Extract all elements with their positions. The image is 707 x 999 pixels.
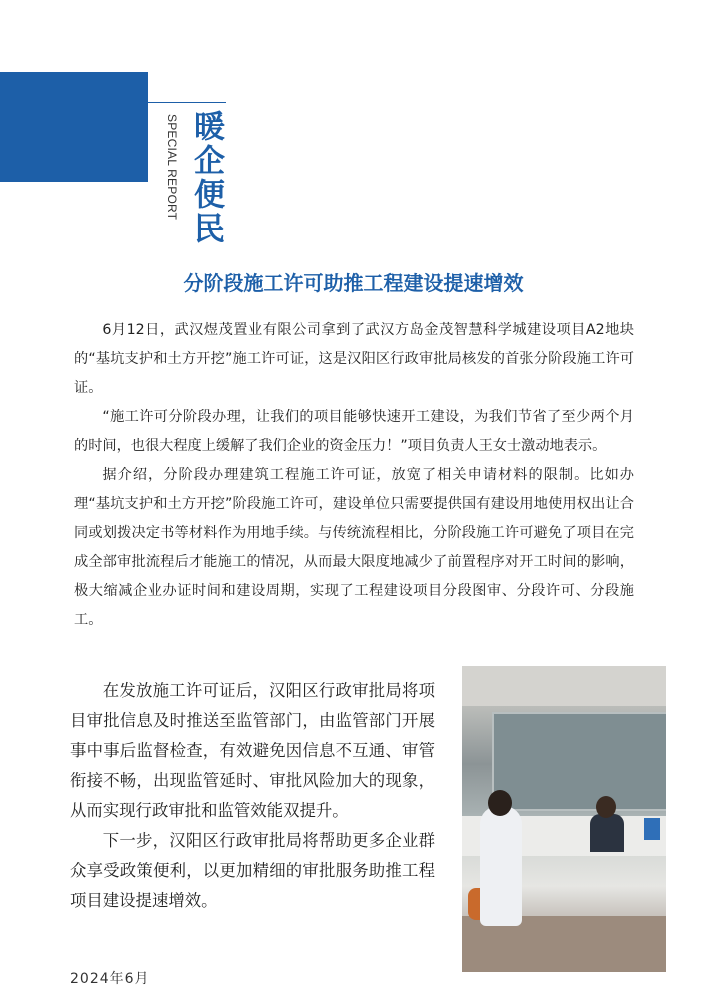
photo-ceiling	[462, 666, 666, 706]
paragraph: 在发放施工许可证后，汉阳区行政审批局将项目审批信息及时推送至监管部门，由监管部门开展事中事后监督检查，有效避免因信息不互通、审管衔接不畅，出现监管延时、审批风险加大的现象，从而实现行政审批和监管效能双提升。	[70, 681, 435, 820]
photo-monitor	[644, 818, 660, 840]
article-title: 分阶段施工许可助推工程建设提速增效	[183, 271, 524, 295]
paragraph: 6月12日，武汉煜茂置业有限公司拿到了武汉方岛金茂智慧科学城建设项目A2地块的“基坑支护和土方开挖”施工许可证，这是汉阳区行政审批局核发的首张分阶段施工许可证。	[74, 322, 634, 396]
service-hall-photo	[462, 666, 666, 972]
photo-staff-figure	[590, 814, 624, 852]
paragraph: 下一步，汉阳区行政审批局将帮助更多企业群众享受政策便利，以更加精细的审批服务助推工程项目建设提速增效。	[70, 831, 435, 910]
photo-applicant-head	[488, 790, 512, 816]
issue-date: 2024年6月	[70, 971, 150, 987]
photo-staff-head	[596, 796, 616, 818]
photo-applicant-figure	[480, 806, 522, 926]
article-body-bottom	[70, 676, 435, 916]
header-divider-line	[148, 102, 226, 103]
header-blue-block	[0, 72, 148, 182]
paragraph: “施工许可分阶段办理，让我们的项目能够快速开工建设，为我们节省了至少两个月的时间，也很大程度上缓解了我们企业的资金压力！”项目负责人王女士激动地表示。	[74, 409, 634, 454]
column-title: 暖企便民	[188, 110, 224, 246]
photo-window	[492, 712, 666, 811]
paragraph: 据介绍，分阶段办理建筑工程施工许可证，放宽了相关申请材料的限制。比如办理“基坑支护和土方开挖”阶段施工许可，建设单位只需要提供国有建设用地使用权出让合同或划拨决定书等材料作为用地手续。与传统流程相比，分阶段施工许可避免了项目在完成全部审批流程后才能施工的情况，从而最大限度地减少了前置程序对开工时间的影响，极大缩减企业办证时间和建设周期，实现了工程建设项目分段图审、分段许可、分段施工。	[74, 467, 634, 628]
article-body-top	[74, 316, 634, 635]
special-report-label: SPECIAL REPORT	[165, 114, 179, 221]
